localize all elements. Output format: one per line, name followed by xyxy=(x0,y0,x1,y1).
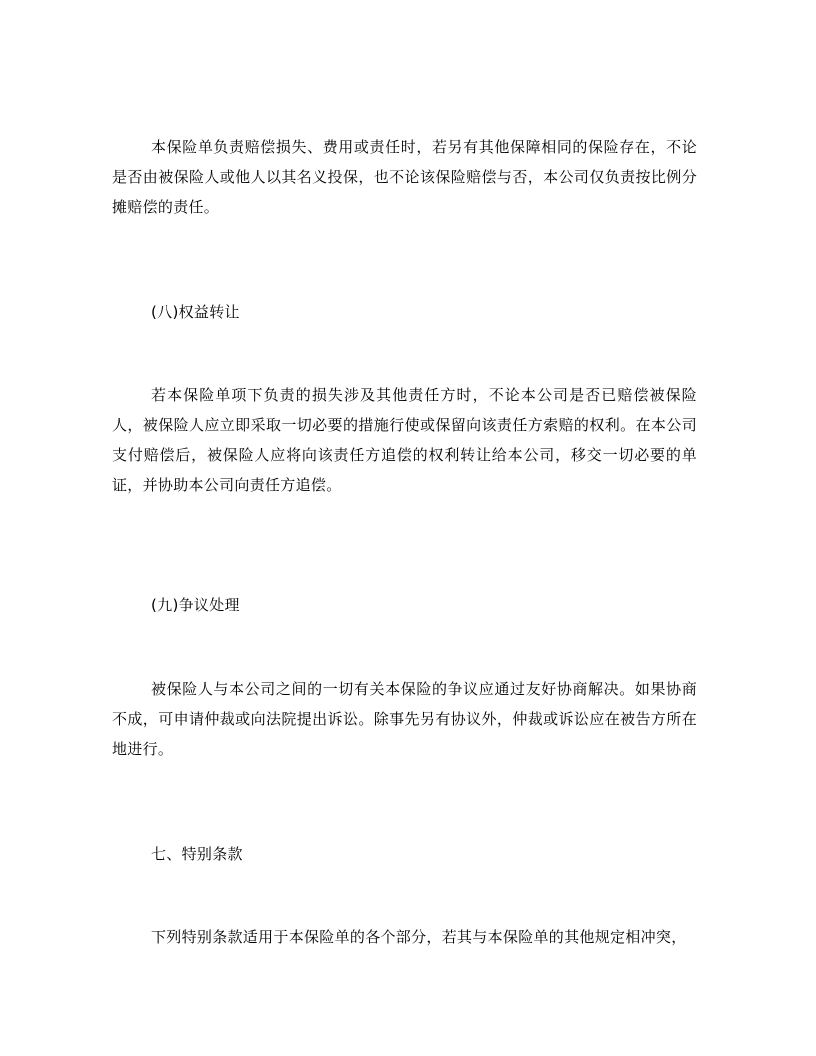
heading-special-clauses: 七、特别条款 xyxy=(151,845,243,863)
heading-subrogation: (八)权益转让 xyxy=(151,303,240,321)
heading-dispute-resolution: (九)争议处理 xyxy=(151,596,240,614)
paragraph-other-insurance: 本保险单负责赔偿损失、费用或责任时，若另有其他保障相同的保险存在，不论是否由被保险人或他人以其名义投保，也不论该保险赔偿与否，本公司仅负责按比例分摊赔偿的责任。 xyxy=(112,138,697,216)
paragraph-special-clauses: 下列特别条款适用于本保险单的各个部分，若其与本保险单的其他规定相冲突， xyxy=(151,928,687,946)
paragraph-dispute-resolution: 被保险人与本公司之间的一切有关本保险的争议应通过友好协商解决。如果协商不成，可申请仲裁或向法院提出诉讼。除事先另有协议外，仲裁或诉讼应在被告方所在地进行。 xyxy=(112,680,697,758)
paragraph-subrogation: 若本保险单项下负责的损失涉及其他责任方时，不论本公司是否已赔偿被保险人，被保险人应立即采取一切必要的措施行使或保留向该责任方索赔的权利。在本公司支付赔偿后，被保险人应将向该责任方追偿的权利转让给本公司，移交一切必要的单证，并协助本公司向责任方追偿。 xyxy=(112,386,697,494)
